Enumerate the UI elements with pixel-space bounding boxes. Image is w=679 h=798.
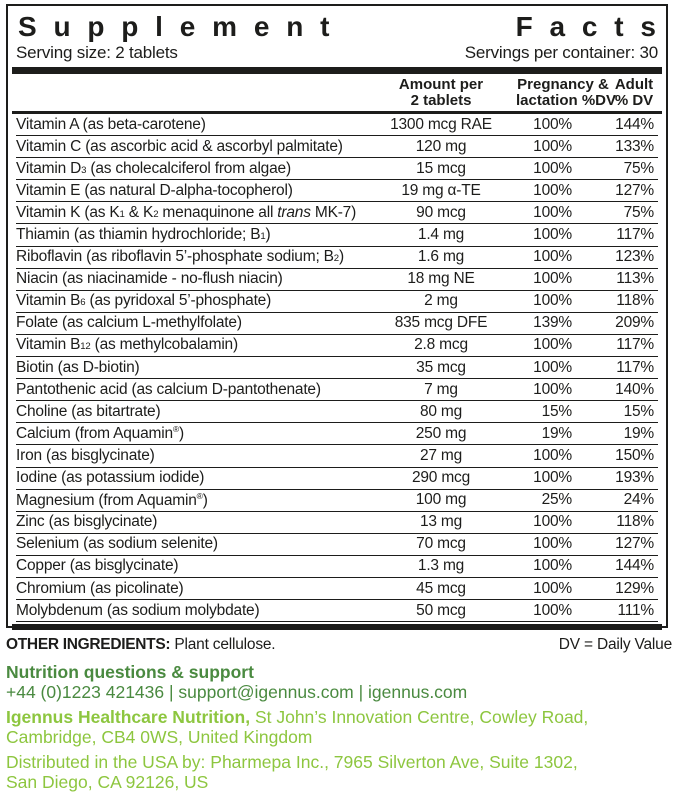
nutrient-name: Pantothenic acid (as calcium D-pantothenate): [16, 380, 321, 398]
nutrient-row: [16, 224, 658, 246]
nutrient-amount: 2.8 mcg: [414, 336, 468, 354]
nutrient-amount: 18 mg NE: [407, 270, 475, 288]
nutrient-pregnancy-dv: 100%: [533, 446, 572, 464]
nutrient-pregnancy-dv: 100%: [533, 336, 572, 354]
nutrient-row: [16, 269, 658, 291]
nutrient-name: Selenium (as sodium selenite): [16, 535, 218, 553]
nutrient-pregnancy-dv: 100%: [533, 579, 572, 597]
nutrient-adult-dv: 118%: [616, 513, 654, 531]
nutrient-row: [16, 445, 658, 467]
nutrient-row: [16, 468, 658, 490]
nutrient-row: [16, 512, 658, 534]
nutrient-pregnancy-dv: 100%: [533, 203, 572, 221]
nutrient-adult-dv: 133%: [615, 137, 654, 155]
facts-table-body: [16, 114, 658, 622]
nutrient-pregnancy-dv: 100%: [533, 270, 572, 288]
nutrient-adult-dv: 193%: [615, 469, 654, 487]
nutrient-adult-dv: 118%: [616, 292, 654, 310]
nutrient-row: [16, 490, 658, 512]
nutrient-adult-dv: 111%: [617, 601, 654, 619]
nutrient-amount: 1.6 mg: [417, 248, 465, 266]
title-facts: Facts: [515, 11, 673, 42]
nutrient-pregnancy-dv: 100%: [533, 601, 572, 619]
nutrient-name: Vitamin B12 (as methylcobalamin): [16, 336, 238, 354]
column-header-pregnancy-dv: Pregnancy & lactation %DV: [516, 76, 617, 109]
nutrient-name: Iodine (as potassium iodide): [16, 469, 205, 487]
nutrient-row: [16, 180, 658, 202]
nutrient-name: Vitamin C (as ascorbic acid & ascorbyl palmitate): [16, 137, 343, 155]
nutrient-pregnancy-dv: 100%: [533, 181, 572, 199]
nutrient-amount: 100 mg: [415, 491, 467, 509]
nutrient-row: [16, 534, 658, 556]
nutrient-name: Thiamin (as thiamin hydrochloride; B1): [16, 226, 271, 244]
nutrient-name: Iron (as bisglycinate): [16, 446, 155, 464]
nutrient-adult-dv: 144%: [615, 115, 654, 133]
company-name: Igennus Healthcare Nutrition,: [6, 707, 251, 727]
nutrient-adult-dv: 209%: [615, 314, 654, 332]
nutrient-amount: 80 mg: [419, 402, 463, 420]
nutrient-name: Vitamin A (as beta-carotene): [16, 115, 206, 133]
nutrient-name: Vitamin K (as K1 & K2 menaquinone all trans MK-7): [16, 203, 357, 221]
nutrient-adult-dv: 144%: [615, 557, 654, 575]
nutrient-pregnancy-dv: 100%: [533, 226, 572, 244]
nutrient-adult-dv: 24%: [623, 491, 654, 509]
top-divider-bar: [12, 67, 662, 74]
nutrient-amount: 2 mg: [424, 292, 458, 310]
nutrient-amount: 290 mcg: [411, 469, 471, 487]
nutrient-name: Magnesium (from Aquamin®): [16, 490, 208, 509]
table-column-headers: [16, 74, 658, 111]
supplement-facts-panel: [6, 4, 673, 628]
company-address-line2: Cambridge, CB4 0WS, United Kingdom: [6, 726, 313, 747]
other-ingredients-text: [6, 636, 275, 654]
nutrient-row: [16, 291, 658, 313]
servings-per-container-text: Servings per container: 30: [464, 43, 658, 62]
other-ingredients-value: Plant cellulose.: [174, 636, 276, 653]
bottom-divider-bar: [12, 624, 662, 630]
nutrient-pregnancy-dv: 100%: [533, 248, 572, 266]
distributor-block: [6, 753, 672, 792]
nutrient-adult-dv: 117%: [616, 336, 654, 354]
nutrient-row: [16, 401, 658, 423]
nutrient-adult-dv: 117%: [616, 226, 654, 244]
nutrient-adult-dv: 75%: [623, 203, 654, 221]
nutrient-amount: 250 mg: [415, 424, 467, 442]
nutrient-pregnancy-dv: 100%: [533, 358, 572, 376]
nutrient-row: [16, 202, 658, 224]
nutrient-row: [16, 247, 658, 269]
dv-note: DV = Daily Value: [558, 636, 672, 653]
title-supplement: Supplement: [18, 11, 347, 42]
nutrient-pregnancy-dv: 100%: [533, 159, 572, 177]
nutrient-name: Zinc (as bisglycinate): [16, 513, 158, 531]
serving-size-text: Serving size: 2 tablets: [16, 43, 178, 62]
nutrient-name: Niacin (as niacinamide - no-flush niacin): [16, 270, 283, 288]
nutrient-pregnancy-dv: 15%: [541, 402, 572, 420]
nutrient-row: [16, 313, 658, 335]
nutrient-amount: 7 mg: [424, 380, 458, 398]
nutrient-row: [16, 357, 658, 379]
nutrient-adult-dv: 117%: [616, 358, 654, 376]
nutrient-amount: 835 mcg DFE: [394, 314, 488, 332]
nutrient-name: Chromium (as picolinate): [16, 579, 184, 597]
support-contact: +44 (0)1223 421436 | support@igennus.com | igennus.com: [6, 682, 468, 702]
nutrient-row: [16, 335, 658, 357]
nutrient-row: [16, 600, 658, 622]
nutrient-amount: 1.3 mg: [417, 557, 465, 575]
nutrient-name: Vitamin D3 (as cholecalciferol from algae): [16, 159, 291, 177]
support-heading: Nutrition questions & support: [6, 662, 254, 682]
nutrient-amount: 120 mg: [415, 137, 467, 155]
nutrient-pregnancy-dv: 100%: [533, 557, 572, 575]
nutrient-amount: 27 mg: [419, 446, 463, 464]
nutrient-adult-dv: 140%: [615, 380, 654, 398]
nutrient-adult-dv: 150%: [615, 446, 654, 464]
nutrient-amount: 13 mg: [419, 513, 463, 531]
distributor-line1: Distributed in the USA by: Pharmepa Inc., 7965 Silverton Ave, Suite 1302,: [6, 752, 578, 772]
nutrient-pregnancy-dv: 100%: [533, 513, 572, 531]
company-address-line1: Igennus Healthcare Nutrition, St John’s Innovation Centre, Cowley Road,: [6, 707, 589, 727]
nutrient-pregnancy-dv: 19%: [541, 424, 572, 442]
nutrient-name: Molybdenum (as sodium molybdate): [16, 601, 260, 619]
nutrient-pregnancy-dv: 25%: [541, 491, 572, 509]
nutrient-pregnancy-dv: 100%: [533, 137, 572, 155]
nutrient-adult-dv: 129%: [615, 579, 654, 597]
nutrient-adult-dv: 123%: [615, 248, 654, 266]
nutrient-amount: 1300 mcg RAE: [390, 115, 492, 133]
column-header-amount: Amount per 2 tablets: [398, 76, 484, 109]
nutrient-amount: 1.4 mg: [417, 226, 465, 244]
nutrient-row: [16, 136, 658, 158]
nutrient-row: [16, 114, 658, 136]
nutrient-row: [16, 158, 658, 180]
nutrient-adult-dv: 113%: [616, 270, 654, 288]
nutrient-pregnancy-dv: 100%: [533, 535, 572, 553]
nutrient-row: [16, 423, 658, 445]
nutrient-name: Riboflavin (as riboflavin 5’-phosphate sodium; B2): [16, 248, 344, 266]
nutrient-adult-dv: 15%: [623, 402, 654, 420]
nutrient-amount: 50 mcg: [416, 601, 466, 619]
nutrient-row: [16, 556, 658, 578]
nutrient-amount: 15 mcg: [416, 159, 466, 177]
nutrient-adult-dv: 19%: [623, 424, 654, 442]
nutrient-name: Folate (as calcium L-methylfolate): [16, 314, 242, 332]
nutrient-amount: 35 mcg: [416, 358, 466, 376]
nutrient-name: Vitamin B6 (as pyridoxal 5’-phosphate): [16, 292, 272, 310]
nutrient-name: Copper (as bisglycinate): [16, 557, 179, 575]
support-block: [6, 662, 672, 702]
nutrient-name: Vitamin E (as natural D-alpha-tocopherol): [16, 181, 293, 199]
panel-title: [16, 6, 673, 42]
nutrient-name: Biotin (as D-biotin): [16, 358, 140, 376]
nutrient-pregnancy-dv: 139%: [533, 314, 572, 332]
serving-info-row: [16, 42, 658, 67]
nutrient-row: [16, 578, 658, 600]
nutrient-amount: 45 mcg: [416, 579, 466, 597]
nutrient-adult-dv: 75%: [623, 159, 654, 177]
nutrient-name: Choline (as bitartrate): [16, 402, 161, 420]
nutrient-amount: 19 mg α-TE: [401, 181, 481, 199]
company-block: [6, 708, 672, 747]
nutrient-row: [16, 379, 658, 401]
other-ingredients-row: [6, 636, 672, 654]
nutrient-pregnancy-dv: 100%: [533, 469, 572, 487]
nutrient-amount: 70 mcg: [416, 535, 466, 553]
nutrient-adult-dv: 127%: [615, 181, 654, 199]
nutrient-amount: 90 mcg: [416, 203, 466, 221]
other-ingredients-label: OTHER INGREDIENTS:: [6, 636, 171, 653]
nutrient-adult-dv: 127%: [615, 535, 654, 553]
nutrient-pregnancy-dv: 100%: [533, 380, 572, 398]
nutrient-pregnancy-dv: 100%: [533, 292, 572, 310]
distributor-line2: San Diego, CA 92126, US: [6, 771, 209, 792]
nutrient-name: Calcium (from Aquamin®): [16, 424, 184, 443]
column-header-adult-dv: Adult % DV: [614, 76, 654, 109]
nutrient-pregnancy-dv: 100%: [533, 115, 572, 133]
